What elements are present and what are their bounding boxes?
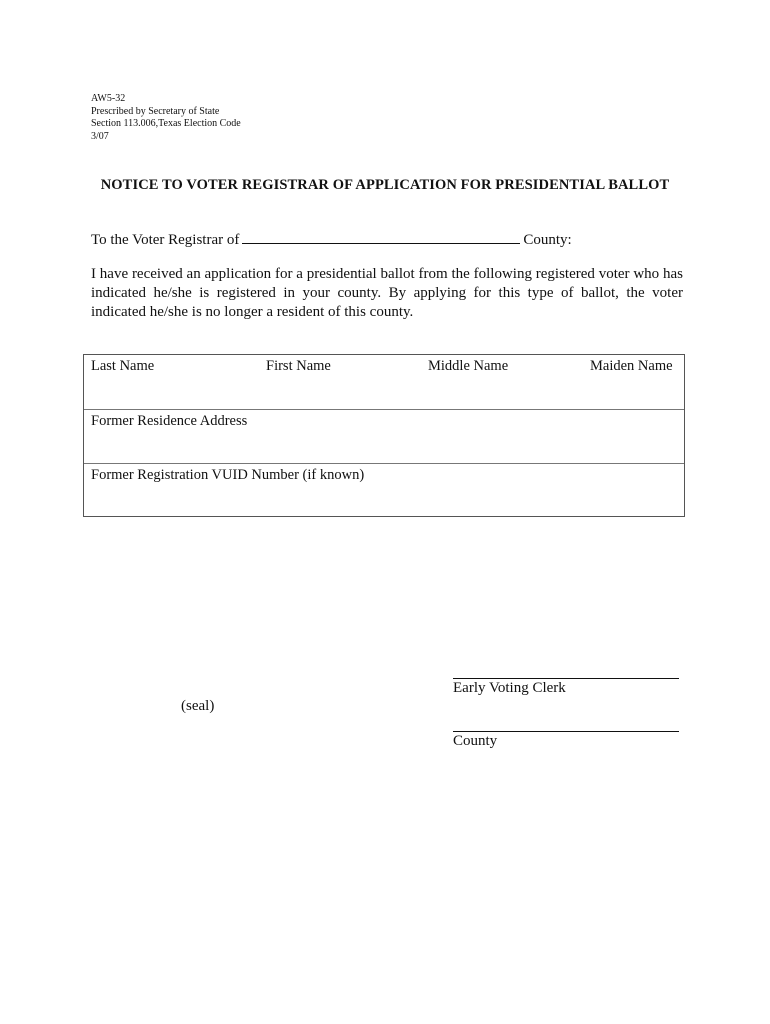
- clerk-label: Early Voting Clerk: [453, 680, 566, 696]
- registrar-line: [91, 230, 572, 249]
- vuid-label: Former Registration VUID Number (if known): [91, 467, 365, 483]
- last-name-label: Last Name: [91, 358, 155, 374]
- form-date: 3/07: [91, 130, 109, 142]
- county-signature-line[interactable]: [453, 731, 679, 732]
- county-label: County: [453, 733, 498, 749]
- voter-info-table: [83, 354, 685, 517]
- maiden-name-label: Maiden Name: [590, 358, 673, 374]
- vuid-row[interactable]: [84, 464, 684, 517]
- registrar-suffix: County:: [523, 232, 572, 248]
- name-row[interactable]: [84, 355, 684, 410]
- form-header: [91, 93, 241, 143]
- first-name-label: First Name: [266, 358, 331, 374]
- form-number: AW5-32: [91, 93, 126, 104]
- clerk-signature-line[interactable]: [453, 678, 679, 679]
- address-row[interactable]: [84, 410, 684, 464]
- middle-name-label: Middle Name: [428, 358, 509, 374]
- county-blank-field[interactable]: [242, 230, 520, 244]
- address-label: Former Residence Address: [91, 413, 248, 429]
- prescribed-by: Prescribed by Secretary of State: [91, 105, 220, 117]
- document-title: NOTICE TO VOTER REGISTRAR OF APPLICATION FOR PRESIDENTIAL BALLOT: [100, 177, 670, 193]
- registrar-prefix: To the Voter Registrar of: [91, 232, 240, 248]
- code-section: Section 113.006,Texas Election Code: [91, 118, 241, 129]
- notice-paragraph: I have received an application for a presidential ballot from the following registered voter who has indicated he/she is registered in your county. By applying for this type of ballot, the voter indicated he/she is no longer a resident of this county.: [91, 266, 683, 320]
- seal-label: (seal): [181, 698, 215, 714]
